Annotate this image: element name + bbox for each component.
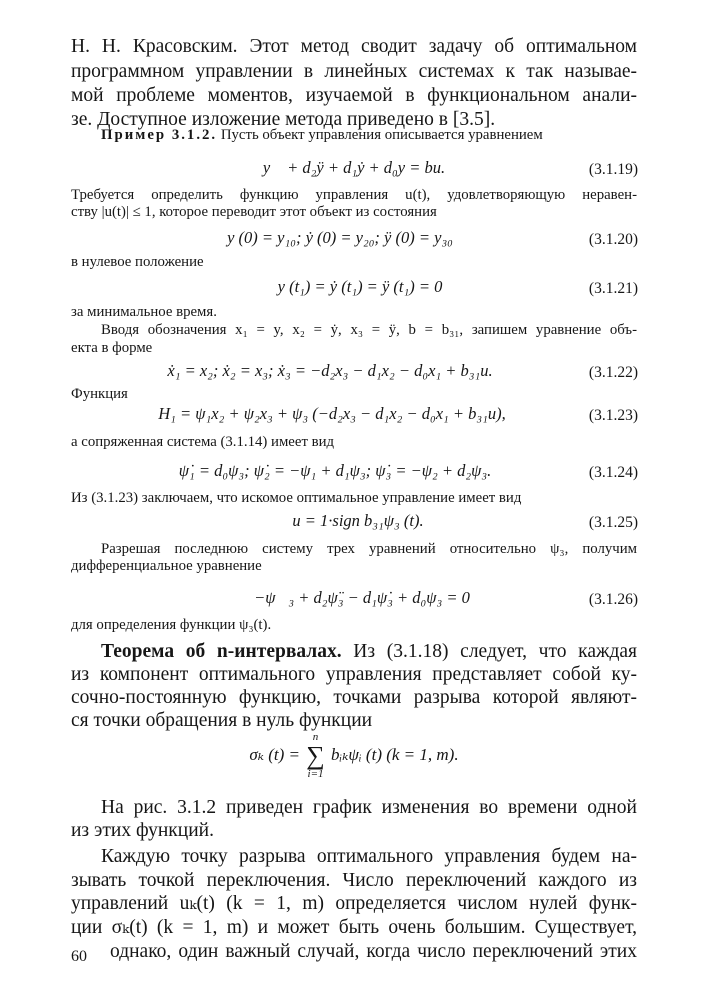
theorem-line-2: из компонент оптимального управления представляет собой ку- [71,664,637,685]
sigma-lhs: σₖ (t) = [249,744,300,764]
para4-line-1: Каждую точку разрыва оптимального управления будем на- [101,846,637,867]
para1-line-3: мой проблеме моментов, изучаемой в функциональном анали- [71,85,637,106]
example-line [101,126,637,144]
example-text: Пусть объект управления описывается уравнением [220,127,543,143]
equation-3-1-24: ψ̇₁ = d₀ψ₃; ψ̇₂ = −ψ₁ + d₁ψ₃; ψ̇₃ = −ψ₂ + d₂ψ₃. [178,461,492,480]
equation-3-1-22: ẋ₁ = x₂; ẋ₂ = x₃; ẋ₃ = −d₂x₃ − d₁x₂ − d₀x₁ + b₃₁u. [167,361,493,380]
sum-sign: ∑ [306,741,325,770]
para4-line-4: ции σₖ(t) (k = 1, m) и может быть очень большим. Существует, [71,917,637,938]
equation-number-3-1-23: (3.1.23) [588,407,638,424]
page-number: 60 [71,948,87,965]
para4-line-2: зывать точкой переключения. Число переключений каждого из [71,870,637,891]
equation-3-1-21: y (t₁) = ẏ (t₁) = ÿ (t₁) = 0 [277,277,443,296]
equation-number-3-1-25: (3.1.25) [588,514,638,531]
para3-line-2: из этих функций. [71,820,214,841]
small-line-5: Вводя обозначения x₁ = y, x₂ = ẏ, x₃ = ÿ, b = b₃₁, запишем уравнение объ- [101,322,637,338]
equation-number-3-1-21: (3.1.21) [588,280,638,297]
equation-3-1-25: u = 1·sign b₃₁ψ₃ (t). [292,511,424,530]
sum-upper-limit: n [312,731,319,743]
equation-number-3-1-19: (3.1.19) [588,161,638,178]
small-line-11: дифференциальное уравнение [71,558,262,574]
para1-line-2: программном управлении в линейных системах к так называе- [71,61,637,82]
theorem-title: Теорема об n-интервалах. [101,641,342,662]
para4-line-3: управлений uₖ(t) (k = 1, m) определяется числом нулей функ- [71,893,637,914]
para1-line-1: Н. Н. Красовским. Этот метод сводит задачу об оптимальном [71,36,637,57]
sigma-rhs: bᵢₖψᵢ (t) (k = 1, m). [331,744,459,764]
small-line-4: за минимальное время. [71,304,217,320]
equation-number-3-1-20: (3.1.20) [588,231,638,248]
small-line-10: Разрешая последнюю систему трех уравнений относительно ψ₃, получим [101,541,637,557]
theorem-line-3: сочно-постоянную функцию, точками разрыва которой являют- [71,687,637,708]
para3-line-1: На рис. 3.1.2 приведен график изменения во времени одной [101,797,637,818]
small-line-9: Из (3.1.23) заключаем, что искомое оптимальное управление имеет вид [71,490,522,506]
equation-number-3-1-22: (3.1.22) [588,364,638,381]
small-line-1: Требуется определить функцию управления u(t), удовлетворяющую неравен- [71,187,637,203]
small-line-6: екта в форме [71,340,153,356]
equation-3-1-23: H₁ = ψ₁x₂ + ψ₂x₃ + ψ₃ (−d₂x₃ − d₁x₂ − d₀x₁ + b₃₁u), [158,404,506,423]
theorem-line-1 [101,641,637,662]
summation-symbol [306,732,325,780]
equation-3-1-20: y (0) = y₁₀; ẏ (0) = y₂₀; ÿ (0) = y₃₀ [227,228,453,247]
small-line-12: для определения функции ψ₃(t). [71,617,272,633]
equation-3-1-26: −ψ⃛₃ + d₂ψ̈₃ − d₁ψ̇₃ + d₀ψ₃ = 0 [254,588,470,607]
equation-3-1-19: y⃛ + d₂ÿ + d₁ẏ + d₀y = bu. [262,158,446,177]
small-line-3: в нулевое положение [71,254,204,270]
para1-line-4: зе. Доступное изложение метода приведено в [3.5]. [71,109,496,130]
equation-number-3-1-24: (3.1.24) [588,464,638,481]
small-line-7: Функция [71,386,128,402]
equation-number-3-1-26: (3.1.26) [588,591,638,608]
sigma-equation [249,732,458,780]
sum-lower-limit: i=1 [307,768,324,780]
small-line-2: ству |u(t)| ≤ 1, которое переводит этот объект из состояния [71,204,437,220]
para4-line-5: однако, один важный случай, когда число переключений этих [110,941,637,962]
theorem-text-1: Из (3.1.18) следует, что каждая [353,641,637,662]
small-line-8: а сопряженная система (3.1.14) имеет вид [71,434,335,450]
example-heading: Пример 3.1.2. [101,127,218,143]
theorem-line-4: ся точки обращения в нуль функции [71,710,373,731]
